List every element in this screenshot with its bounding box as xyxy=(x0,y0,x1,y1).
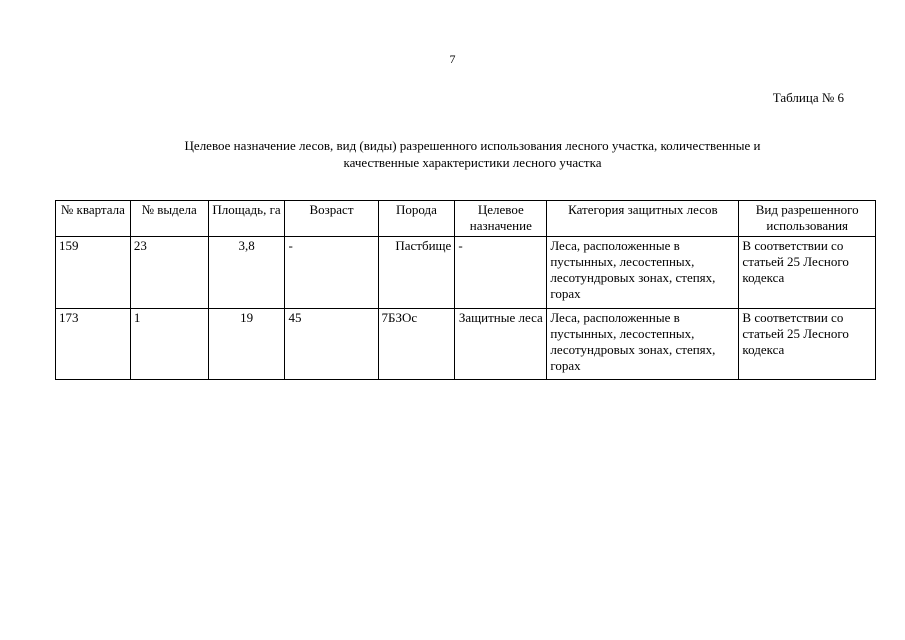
cell-area: 3,8 xyxy=(208,237,285,309)
table-header-row xyxy=(56,201,876,237)
cell-age: - xyxy=(285,237,378,309)
header-protective-category: Категория защитных лесов xyxy=(547,201,739,237)
cell-purpose: Защитные леса xyxy=(455,309,547,380)
header-quarter: № квартала xyxy=(56,201,131,237)
cell-permitted-use: В соответствии со статьей 25 Лесного кодекса xyxy=(739,237,876,309)
header-section: № выдела xyxy=(130,201,208,237)
forest-table xyxy=(55,200,876,380)
document-title xyxy=(60,137,885,171)
cell-age: 45 xyxy=(285,309,378,380)
cell-quarter: 173 xyxy=(56,309,131,380)
cell-species: 7БЗОс xyxy=(378,309,455,380)
cell-protective-category: Леса, расположенные в пустынных, лесостепных, лесотундровых зонах, степях, горах xyxy=(547,309,739,380)
cell-section: 23 xyxy=(130,237,208,309)
cell-species: Пастбище xyxy=(378,237,455,309)
table-label: Таблица № 6 xyxy=(772,90,844,105)
table-row xyxy=(56,309,876,380)
cell-purpose: - xyxy=(455,237,547,309)
header-purpose: Целевое назначение xyxy=(455,201,547,237)
cell-permitted-use: В соответствии со статьей 25 Лесного кодекса xyxy=(739,309,876,380)
cell-area: 19 xyxy=(208,309,285,380)
title-line-2: качественные характеристики лесного участка xyxy=(343,155,602,170)
table-row xyxy=(56,237,876,309)
header-area: Площадь, га xyxy=(208,201,285,237)
header-age: Возраст xyxy=(285,201,378,237)
cell-section: 1 xyxy=(130,309,208,380)
page-number: 7 xyxy=(449,52,456,66)
title-line-1: Целевое назначение лесов, вид (виды) разрешенного использования лесного участка, количественные и xyxy=(184,138,761,153)
cell-protective-category: Леса, расположенные в пустынных, лесостепных, лесотундровых зонах, степях, горах xyxy=(547,237,739,309)
header-permitted-use: Вид разрешенного использования xyxy=(739,201,876,237)
header-species: Порода xyxy=(378,201,455,237)
cell-quarter: 159 xyxy=(56,237,131,309)
